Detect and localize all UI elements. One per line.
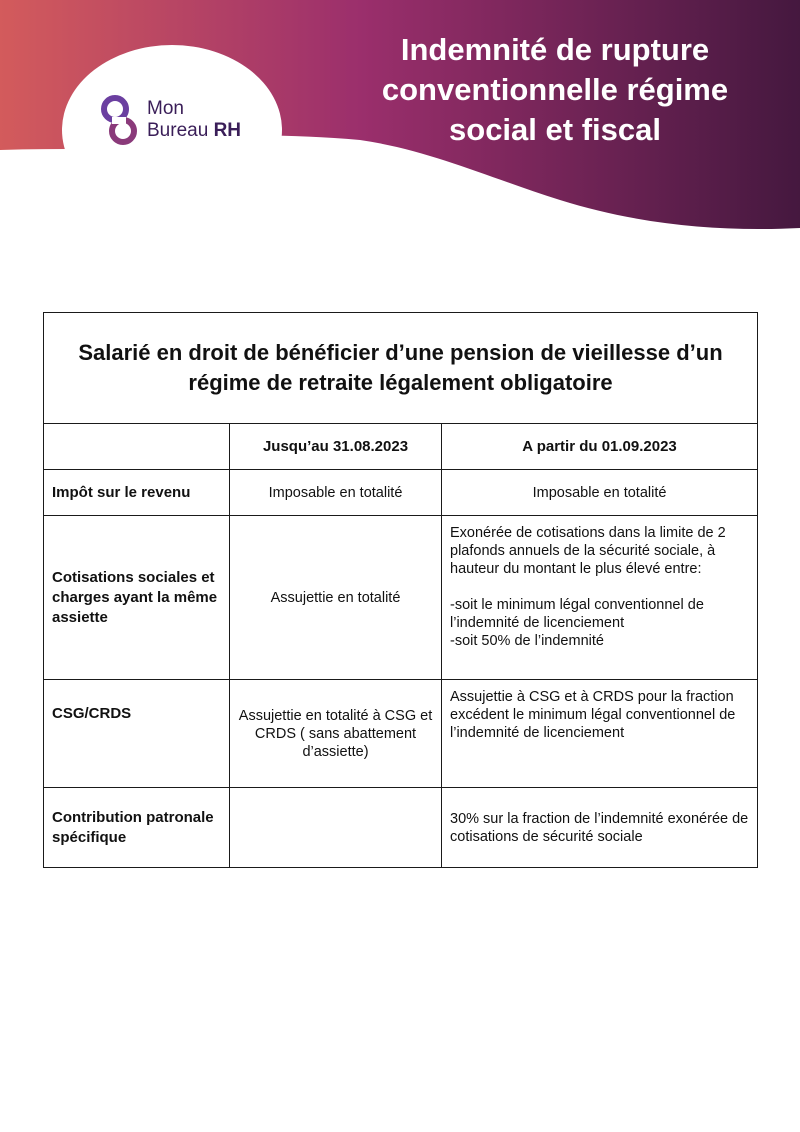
column-header-before: Jusqu’au 31.08.2023 (230, 424, 442, 470)
table-row (44, 516, 758, 680)
column-header-after: A partir du 01.09.2023 (442, 424, 758, 470)
table-row (44, 680, 758, 788)
page-title: Indemnité de rupture conventionnelle régime social et fiscal (381, 32, 729, 147)
logo-text (147, 98, 241, 142)
header-banner (0, 0, 800, 240)
cell-after: 30% sur la fraction de l’indemnité exonérée de cotisations de sécurité sociale (442, 788, 758, 868)
logo-line-2: Bureau RH (147, 120, 242, 141)
row-label: CSG/CRDS (44, 680, 230, 788)
table-header-row (44, 424, 758, 470)
cell-before: Assujettie en totalité (230, 516, 442, 680)
logo-mark-icon (98, 95, 140, 147)
cell-before (230, 788, 442, 868)
table-title: Salarié en droit de bénéficier d’une pension de vieillesse d’un régime de retraite légalement obligatoire (44, 313, 758, 424)
cell-before: Assujettie en totalité à CSG et CRDS ( sans abattement d’assiette) (230, 680, 442, 788)
row-label: Impôt sur le revenu (44, 470, 230, 516)
brand-logo (98, 95, 268, 151)
row-label: Contribution patronale spécifique (44, 788, 230, 868)
table-row (44, 788, 758, 868)
cell-after: Assujettie à CSG et à CRDS pour la fraction excédent le minimum légal conventionnel de l’indemnité de licenciement (442, 680, 758, 788)
cell-before: Imposable en totalité (230, 470, 442, 516)
cell-after: Exonérée de cotisations dans la limite de 2 plafonds annuels de la sécurité sociale, à hauteur du montant le plus élevé entre: -soit le minimum légal conventionnel de l’indemnité de licenciement -soit 50% de l’indemnité (442, 516, 758, 680)
column-header-empty (44, 424, 230, 470)
table-title-row (44, 313, 758, 424)
table-row (44, 470, 758, 516)
row-label: Cotisations sociales et charges ayant la même assiette (44, 516, 230, 680)
cell-after: Imposable en totalité (442, 470, 758, 516)
logo-line-1: Mon (147, 98, 184, 119)
comparison-table (43, 312, 758, 868)
